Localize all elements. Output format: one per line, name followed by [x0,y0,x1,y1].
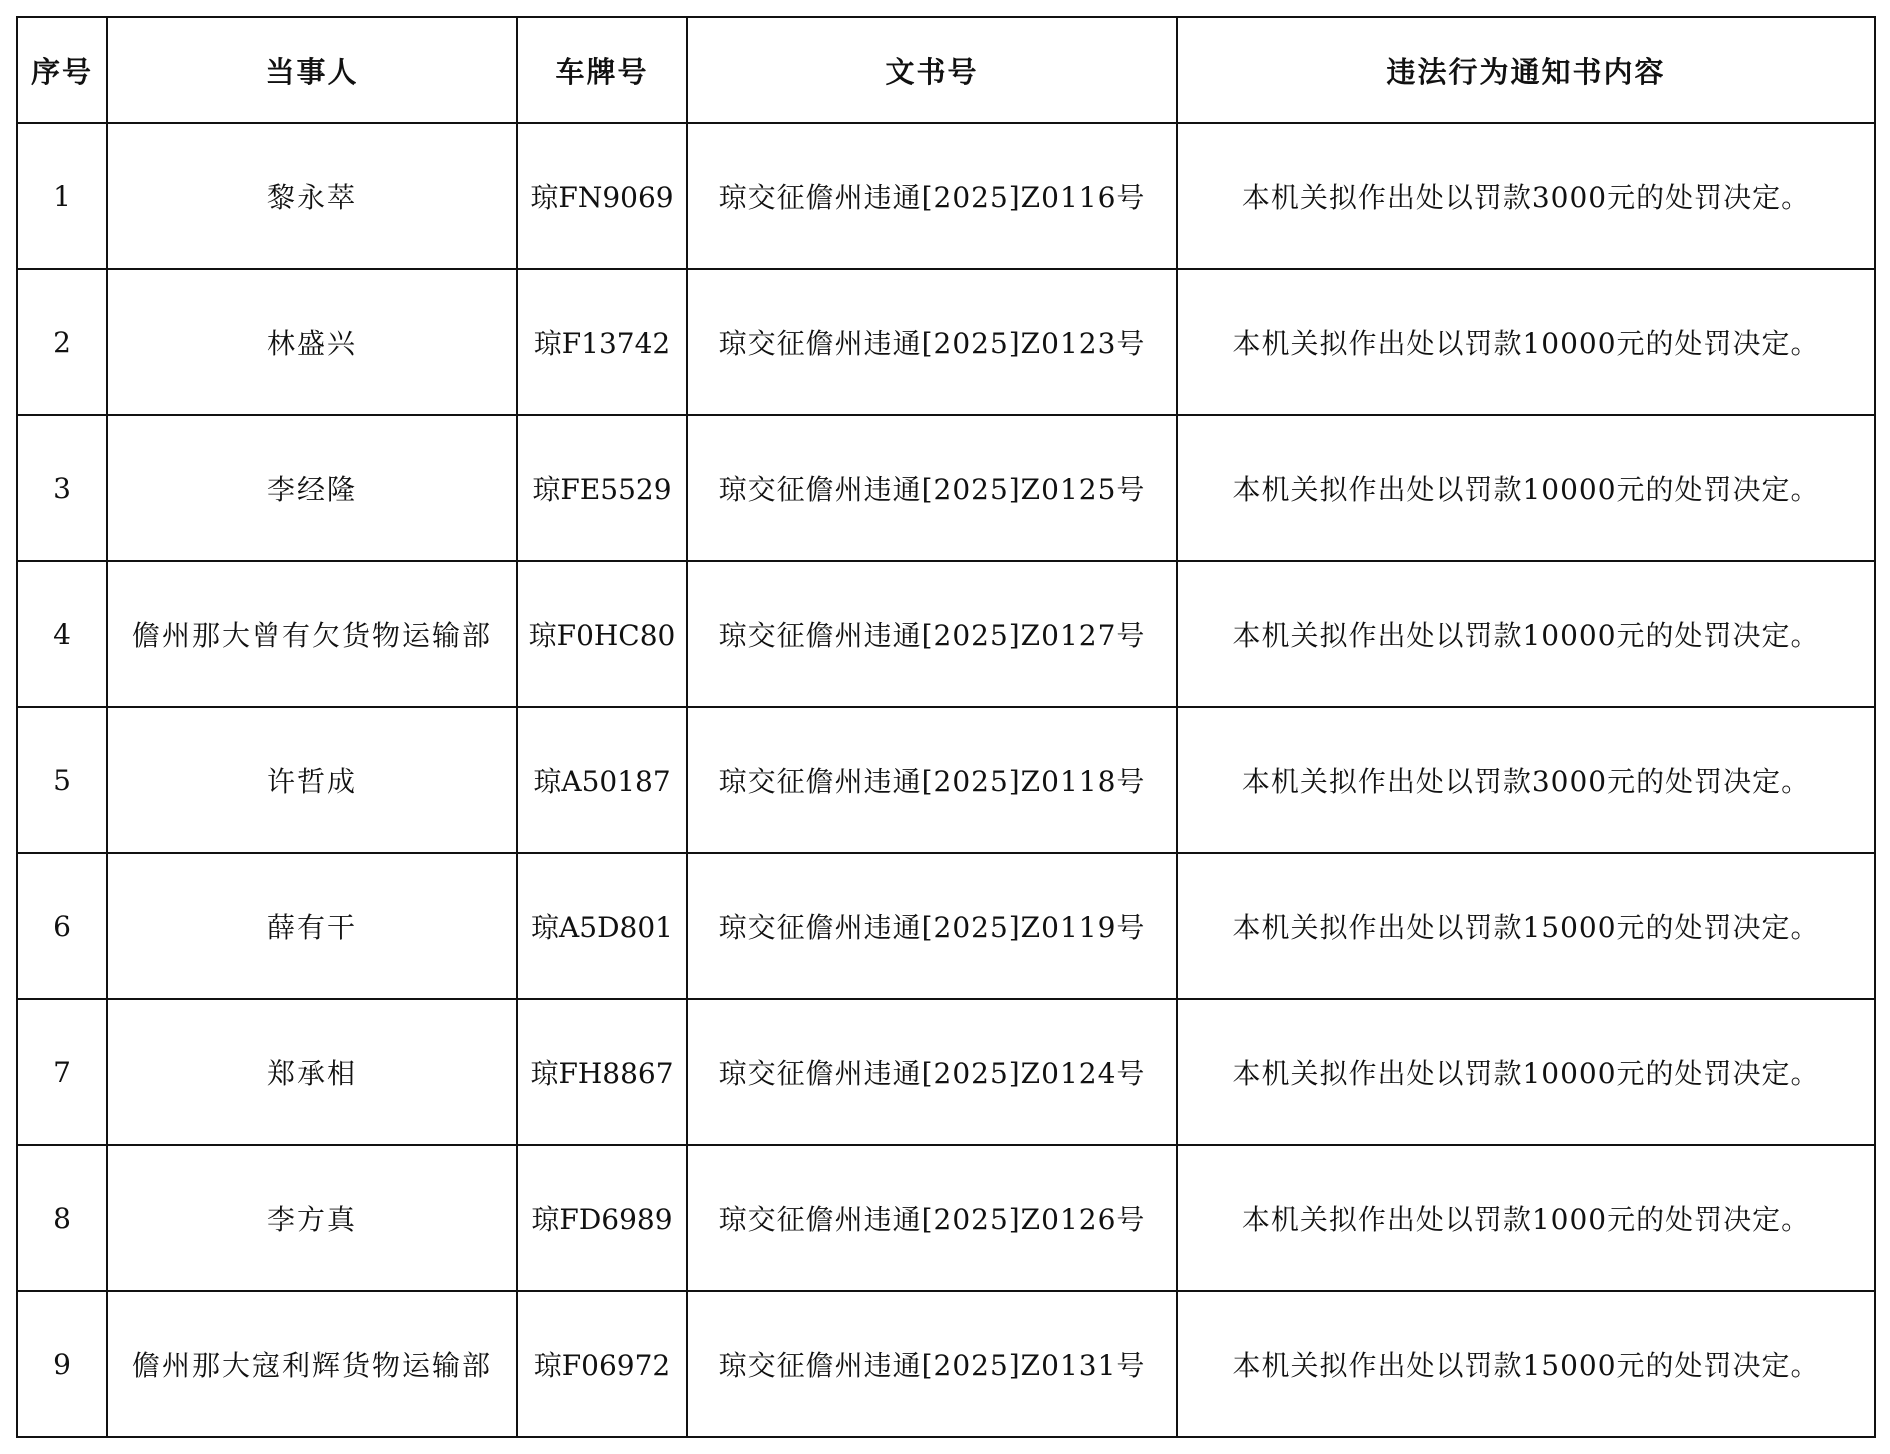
table-header [17,17,1875,123]
cell-plate: 琼FH8867 [517,999,687,1145]
header-party: 当事人 [107,17,517,123]
cell-plate: 琼F06972 [517,1291,687,1437]
header-row [17,17,1875,123]
cell-plate: 琼FE5529 [517,415,687,561]
table-row [17,853,1875,999]
cell-content: 本机关拟作出处以罚款3000元的处罚决定。 [1177,123,1875,269]
cell-doc-no: 琼交征儋州违通[2025]Z0116号 [687,123,1177,269]
cell-party: 黎永萃 [107,123,517,269]
cell-party: 许哲成 [107,707,517,853]
cell-doc-no: 琼交征儋州违通[2025]Z0118号 [687,707,1177,853]
table-row [17,269,1875,415]
cell-party: 郑承相 [107,999,517,1145]
header-plate: 车牌号 [517,17,687,123]
cell-content: 本机关拟作出处以罚款10000元的处罚决定。 [1177,999,1875,1145]
cell-party: 林盛兴 [107,269,517,415]
table-row [17,415,1875,561]
cell-party: 李经隆 [107,415,517,561]
cell-plate: 琼FN9069 [517,123,687,269]
cell-content: 本机关拟作出处以罚款10000元的处罚决定。 [1177,561,1875,707]
cell-index: 6 [17,853,107,999]
cell-content: 本机关拟作出处以罚款15000元的处罚决定。 [1177,1291,1875,1437]
cell-index: 9 [17,1291,107,1437]
header-index: 序号 [17,17,107,123]
cell-party: 儋州那大曾有欠货物运输部 [107,561,517,707]
cell-party: 薛有干 [107,853,517,999]
cell-content: 本机关拟作出处以罚款3000元的处罚决定。 [1177,707,1875,853]
cell-content: 本机关拟作出处以罚款1000元的处罚决定。 [1177,1145,1875,1291]
cell-plate: 琼F0HC80 [517,561,687,707]
cell-content: 本机关拟作出处以罚款10000元的处罚决定。 [1177,415,1875,561]
cell-doc-no: 琼交征儋州违通[2025]Z0119号 [687,853,1177,999]
cell-doc-no: 琼交征儋州违通[2025]Z0127号 [687,561,1177,707]
cell-party: 李方真 [107,1145,517,1291]
cell-doc-no: 琼交征儋州违通[2025]Z0125号 [687,415,1177,561]
cell-plate: 琼A50187 [517,707,687,853]
cell-plate: 琼A5D801 [517,853,687,999]
header-content: 违法行为通知书内容 [1177,17,1875,123]
cell-plate: 琼F13742 [517,269,687,415]
cell-plate: 琼FD6989 [517,1145,687,1291]
cell-index: 5 [17,707,107,853]
cell-index: 7 [17,999,107,1145]
cell-index: 8 [17,1145,107,1291]
cell-index: 2 [17,269,107,415]
header-doc-no: 文书号 [687,17,1177,123]
cell-index: 1 [17,123,107,269]
cell-doc-no: 琼交征儋州违通[2025]Z0123号 [687,269,1177,415]
table-row [17,707,1875,853]
cell-index: 4 [17,561,107,707]
cell-index: 3 [17,415,107,561]
table-row [17,561,1875,707]
cell-party: 儋州那大寇利辉货物运输部 [107,1291,517,1437]
table-row [17,999,1875,1145]
cell-content: 本机关拟作出处以罚款10000元的处罚决定。 [1177,269,1875,415]
cell-content: 本机关拟作出处以罚款15000元的处罚决定。 [1177,853,1875,999]
table-body [17,123,1875,1437]
table-row [17,1291,1875,1437]
table-row [17,1145,1875,1291]
cell-doc-no: 琼交征儋州违通[2025]Z0126号 [687,1145,1177,1291]
table-row [17,123,1875,269]
violation-notice-table [16,16,1876,1438]
cell-doc-no: 琼交征儋州违通[2025]Z0124号 [687,999,1177,1145]
cell-doc-no: 琼交征儋州违通[2025]Z0131号 [687,1291,1177,1437]
